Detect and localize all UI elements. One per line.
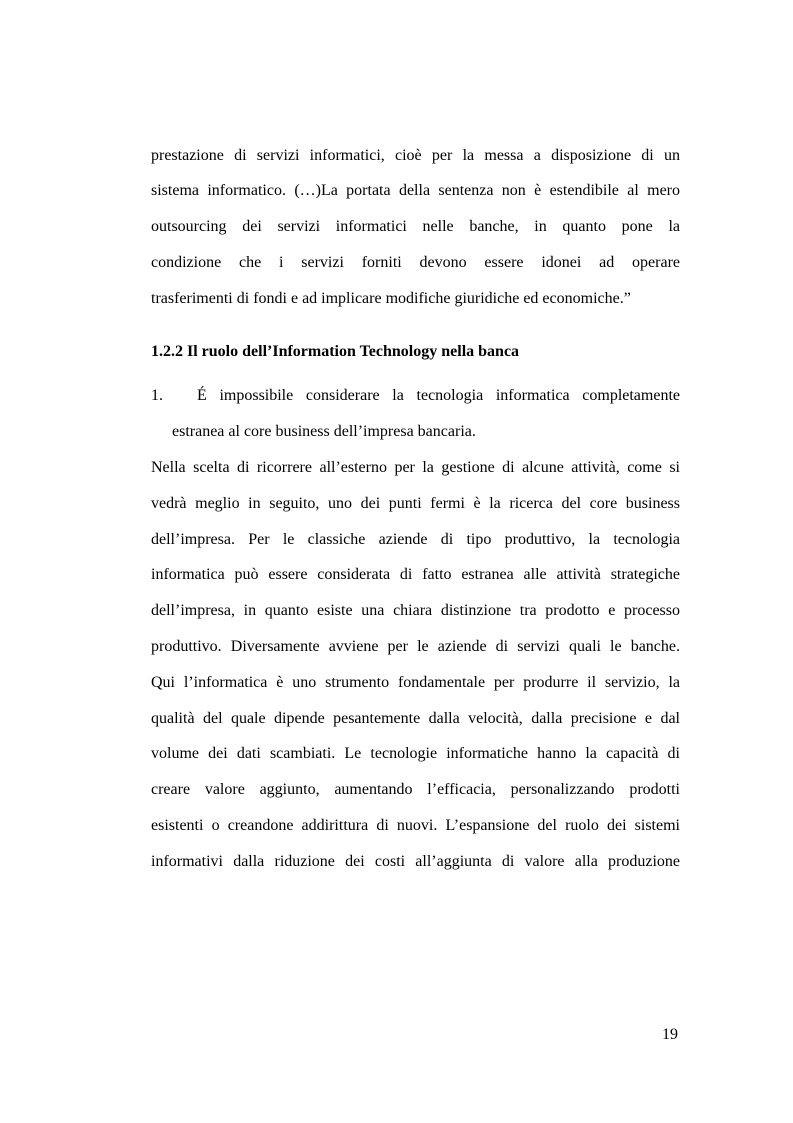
body-line: qualità del quale dipende pesantemente dalla velocità, dalla precisione e dal: [151, 710, 680, 727]
body-line: esistenti o creandone addirittura di nuovi. L’espansione del ruolo dei sistemi: [151, 817, 680, 834]
body-line: Nella scelta di ricorrere all’esterno per la gestione di alcune attività, come si: [151, 459, 680, 476]
list-item-number: 1.: [151, 387, 163, 404]
body-line: creare valore aggiunto, aumentando l’efficacia, personalizzando prodotti: [151, 781, 680, 798]
body-line: dell’impresa, in quanto esiste una chiara distinzione tra prodotto e processo: [151, 602, 680, 619]
body-line: informativi dalla riduzione dei costi all’aggiunta di valore alla produzione: [151, 853, 680, 870]
intro-line: condizione che i servizi forniti devono essere idonei ad operare: [151, 254, 680, 271]
intro-line: prestazione di servizi informatici, cioè per la messa a disposizione di un: [151, 147, 680, 164]
body-line: volume dei dati scambiati. Le tecnologie informatiche hanno la capacità di: [151, 745, 680, 762]
body-line: Qui l’informatica è uno strumento fondamentale per produrre il servizio, la: [151, 674, 680, 691]
intro-line: sistema informatico. (…)La portata della sentenza non è estendibile al mero: [151, 182, 680, 199]
body-line: vedrà meglio in seguito, uno dei punti fermi è la ricerca del core business: [151, 495, 680, 512]
section-heading: 1.2.2 Il ruolo dell’Information Technology nella banca: [151, 343, 520, 360]
intro-line: trasferimenti di fondi e ad implicare modifiche giuridiche ed economiche.”: [151, 290, 631, 307]
body-line: dell’impresa. Per le classiche aziende di tipo produttivo, la tecnologia: [151, 531, 680, 548]
body-line: informatica può essere considerata di fatto estranea alle attività strategiche: [151, 566, 680, 583]
list-item-line: estranea al core business dell’impresa bancaria.: [172, 423, 476, 440]
list-item-line: É impossibile considerare la tecnologia informatica completamente: [197, 387, 680, 404]
intro-line: outsourcing dei servizi informatici nelle banche, in quanto pone la: [151, 218, 680, 235]
body-line: produttivo. Diversamente avviene per le aziende di servizi quali le banche.: [151, 638, 680, 655]
page-number: 19: [662, 1026, 678, 1043]
